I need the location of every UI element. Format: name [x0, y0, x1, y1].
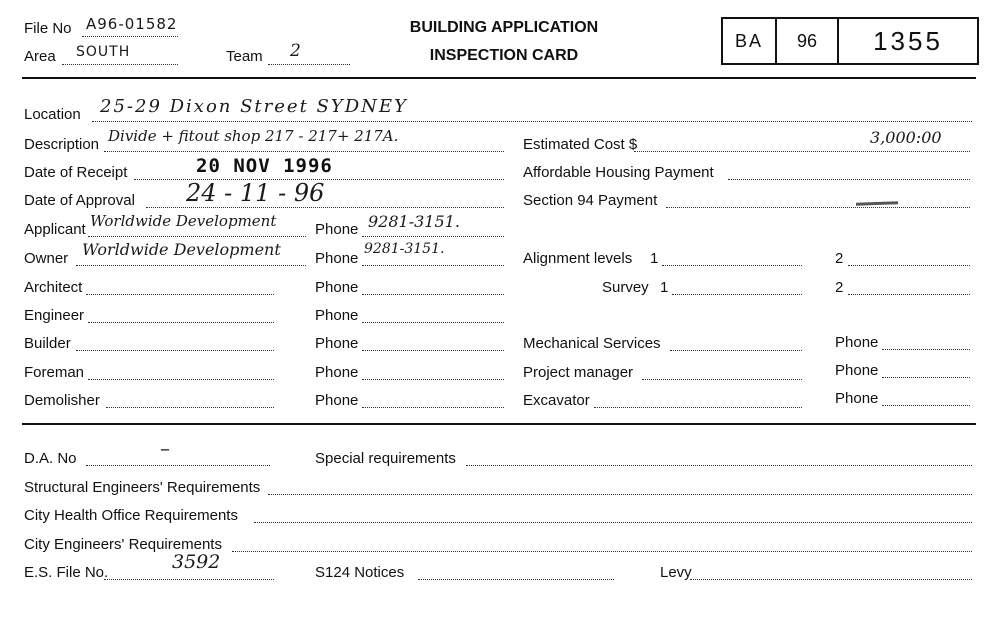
approval-line: [146, 207, 504, 208]
receipt-label: Date of Receipt: [24, 164, 128, 181]
engineer-phone-line: [362, 322, 504, 323]
city-engineers-line: [232, 551, 972, 552]
alignment-1-label: 1: [650, 250, 659, 267]
project-manager-phone-label: Phone: [835, 362, 879, 379]
survey-1-label: 1: [660, 279, 669, 296]
receipt-stamp[interactable]: 20 NOV 1996: [196, 155, 333, 177]
mechanical-line: [670, 350, 802, 351]
file-no-value[interactable]: A96-01582: [86, 15, 178, 33]
affordable-line: [728, 179, 970, 180]
excavator-phone-label: Phone: [835, 390, 879, 407]
excavator-label: Excavator: [523, 392, 590, 409]
excavator-phone-line: [882, 405, 970, 406]
foreman-label: Foreman: [24, 364, 85, 381]
engineer-phone-label: Phone: [315, 307, 359, 324]
structural-line: [268, 494, 972, 495]
applicant-phone-value[interactable]: 9281-3151.: [368, 212, 460, 231]
applicant-value[interactable]: Worldwide Development: [90, 212, 277, 230]
cost-value[interactable]: 3,000:00: [870, 128, 942, 147]
demolisher-line: [106, 407, 274, 408]
ba-number: 1355: [873, 25, 943, 56]
applicant-phone-label: Phone: [315, 221, 359, 238]
mechanical-label: Mechanical Services: [523, 335, 661, 352]
excavator-line: [594, 407, 802, 408]
demolisher-label: Demolisher: [24, 392, 100, 409]
es-file-label: E.S. File No.: [24, 564, 109, 581]
special-label: Special requirements: [315, 450, 456, 467]
alignment-1-line: [662, 265, 802, 266]
demolisher-phone-line: [362, 407, 504, 408]
special-line: [466, 465, 972, 466]
section94-line: [666, 207, 970, 208]
project-manager-label: Project manager: [523, 364, 634, 381]
card-title-line1: BUILDING APPLICATION: [409, 19, 599, 36]
builder-line: [76, 350, 274, 351]
levy-label: Levy: [660, 564, 692, 581]
description-label: Description: [24, 136, 100, 153]
architect-line: [86, 294, 274, 295]
s124-line: [418, 579, 614, 580]
survey-label: Survey: [602, 279, 649, 296]
owner-value[interactable]: Worldwide Development: [82, 240, 281, 259]
description-line: [104, 151, 504, 152]
structural-label: Structural Engineers' Requirements: [24, 479, 261, 496]
survey-1-line: [672, 294, 802, 295]
area-label: Area: [24, 48, 56, 65]
survey-2-label: 2: [835, 279, 844, 296]
foreman-line: [88, 379, 274, 380]
owner-phone-value[interactable]: 9281-3151.: [364, 241, 445, 257]
applicant-label: Applicant: [24, 221, 86, 238]
engineer-label: Engineer: [24, 307, 85, 324]
cost-label: Estimated Cost $: [523, 136, 638, 153]
approval-label: Date of Approval: [24, 192, 135, 209]
engineer-line: [88, 322, 274, 323]
section94-label: Section 94 Payment: [523, 192, 658, 209]
mechanical-phone-line: [882, 349, 970, 350]
foreman-phone-line: [362, 379, 504, 380]
description-value[interactable]: Divide + fitout shop 217 - 217+ 217A.: [108, 127, 399, 145]
ba-code: BA: [734, 30, 763, 51]
es-file-line: [104, 579, 274, 580]
section94-strike: [856, 201, 898, 205]
da-line: [86, 465, 270, 466]
levy-line: [690, 579, 972, 580]
architect-phone-line: [362, 294, 504, 295]
foreman-phone-label: Phone: [315, 364, 359, 381]
applicant-phone-line: [362, 236, 504, 237]
city-engineers-label: City Engineers' Requirements: [24, 536, 222, 553]
alignment-2-label: 2: [835, 250, 844, 267]
builder-label: Builder: [24, 335, 71, 352]
area-value[interactable]: SOUTH: [76, 44, 131, 60]
team-value[interactable]: 2: [290, 41, 301, 61]
s124-label: S124 Notices: [315, 564, 405, 581]
alignment-label: Alignment levels: [523, 250, 633, 267]
file-no-line: [82, 36, 178, 37]
location-value[interactable]: 25-29 Dixon Street SYDNEY: [100, 96, 408, 117]
health-label: City Health Office Requirements: [24, 507, 238, 524]
alignment-2-line: [848, 265, 970, 266]
owner-phone-line: [362, 265, 504, 266]
approval-value[interactable]: 24 - 11 - 96: [186, 179, 325, 207]
builder-phone-line: [362, 350, 504, 351]
es-file-value[interactable]: 3592: [172, 551, 221, 573]
mechanical-phone-label: Phone: [835, 334, 879, 351]
da-label: D.A. No: [24, 450, 77, 467]
architect-label: Architect: [24, 279, 83, 296]
affordable-label: Affordable Housing Payment: [523, 164, 714, 181]
card-title-line2: INSPECTION CARD: [429, 47, 579, 64]
demolisher-phone-label: Phone: [315, 392, 359, 409]
team-line: [268, 64, 350, 65]
survey-2-line: [848, 294, 970, 295]
owner-phone-label: Phone: [315, 250, 359, 267]
header-rule: [22, 77, 976, 79]
team-label: Team: [226, 48, 263, 65]
section-rule: [22, 423, 976, 425]
owner-label: Owner: [24, 250, 69, 267]
ba-year: 96: [796, 30, 818, 51]
file-no-label: File No: [24, 20, 72, 37]
area-line: [62, 64, 178, 65]
location-label: Location: [24, 106, 81, 123]
builder-phone-label: Phone: [315, 335, 359, 352]
health-line: [254, 522, 972, 523]
location-line: [92, 121, 972, 122]
cost-line: [634, 151, 970, 152]
project-manager-phone-line: [882, 377, 970, 378]
da-value[interactable]: –: [160, 436, 170, 460]
applicant-line: [88, 236, 306, 237]
project-manager-line: [642, 379, 802, 380]
ba-number-box: [721, 17, 979, 65]
architect-phone-label: Phone: [315, 279, 359, 296]
owner-line: [76, 265, 306, 266]
